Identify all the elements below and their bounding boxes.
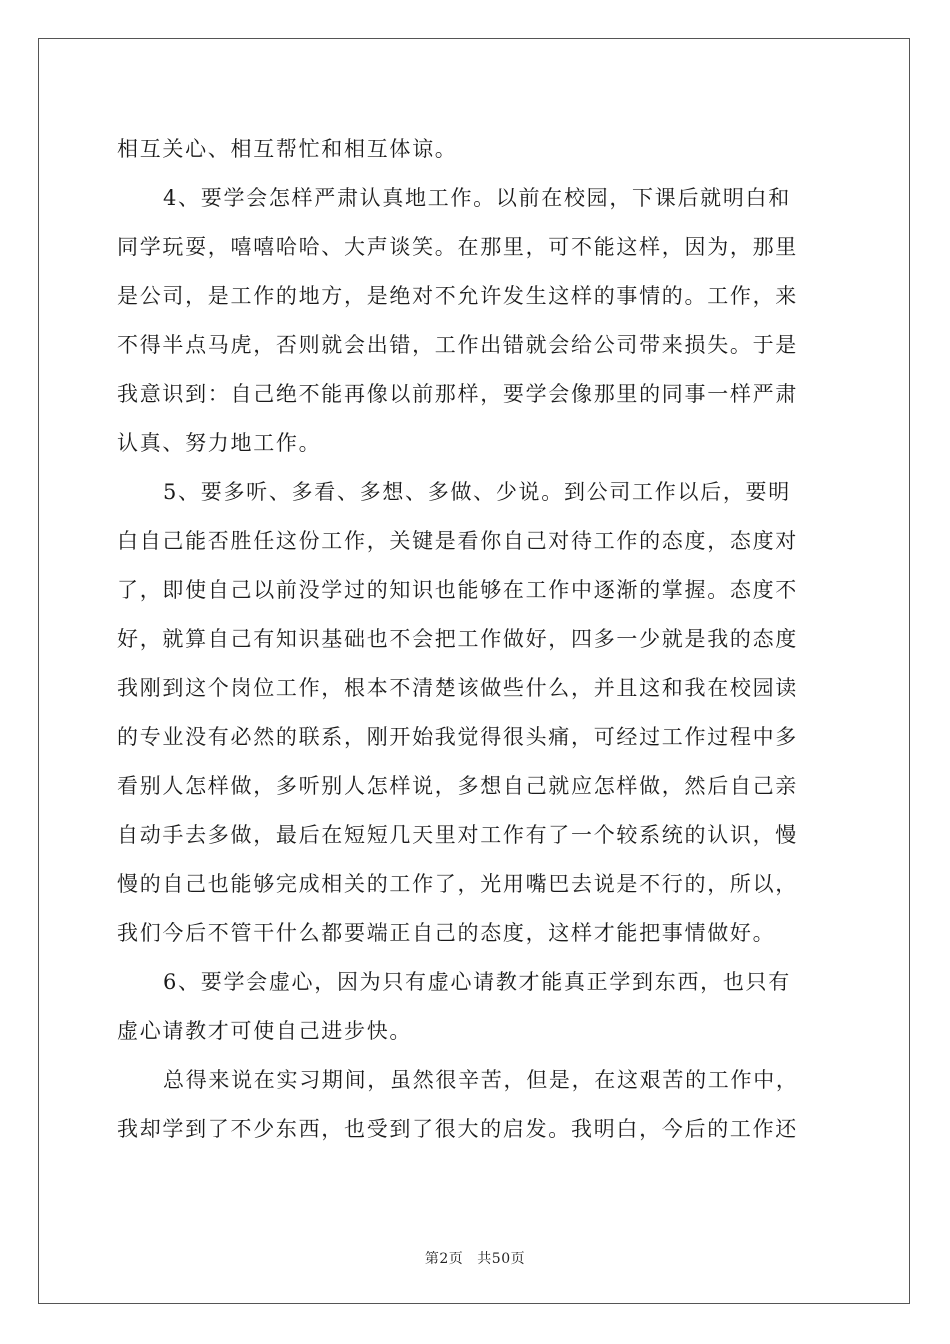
text-line-17: 我们今后不管干什么都要端正自己的态度，这样才能把事情做好。: [117, 921, 776, 945]
text-line-2: 4、要学会怎样严肃认真地工作。以前在校园，下课后就明白和: [163, 186, 791, 210]
text-line-21: 我却学到了不少东西，也受到了很大的启发。我明白，今后的工作还: [117, 1117, 798, 1141]
text-line-20: 总得来说在实习期间，虽然很辛苦，但是，在这艰苦的工作中，: [163, 1068, 799, 1092]
text-line-12: 我刚到这个岗位工作，根本不清楚该做些什么，并且这和我在校园读: [117, 676, 798, 700]
text-line-7: 认真、努力地工作。: [117, 431, 322, 455]
text-line-9: 白自己能否胜任这份工作，关键是看你自己对待工作的态度，态度对: [117, 529, 798, 553]
text-line-16: 慢的自己也能够完成相关的工作了，光用嘴巴去说是不行的，所以，: [117, 872, 798, 896]
text-line-6: 我意识到：自己绝不能再像以前那样，要学会像那里的同事一样严肃: [117, 382, 798, 406]
text-line-19: 虚心请教才可使自己进步快。: [117, 1019, 413, 1043]
text-line-1: 相互关心、相互帮忙和相互体谅。: [117, 137, 458, 161]
text-line-15: 自动手去多做，最后在短短几天里对工作有了一个较系统的认识，慢: [117, 823, 798, 847]
text-line-10: 了，即使自己以前没学过的知识也能够在工作中逐渐的掌握。态度不: [117, 578, 798, 602]
page-total: 共50页: [477, 1251, 526, 1267]
text-line-11: 好，就算自己有知识基础也不会把工作做好，四多一少就是我的态度: [117, 627, 798, 651]
text-line-8: 5、要多听、多看、多想、多做、少说。到公司工作以后，要明: [163, 480, 791, 504]
page-footer: [0, 1248, 950, 1268]
text-line-4: 是公司，是工作的地方，是绝对不允许发生这样的事情的。工作，来: [117, 284, 798, 308]
text-line-13: 的专业没有必然的联系，刚开始我觉得很头痛，可经过工作过程中多: [117, 725, 798, 749]
document-body: [117, 125, 833, 1154]
page-number: 第2页: [424, 1251, 464, 1267]
text-line-3: 同学玩耍，嘻嘻哈哈、大声谈笑。在那里，可不能这样，因为，那里: [117, 235, 798, 259]
text-line-14: 看别人怎样做，多听别人怎样说，多想自己就应怎样做，然后自己亲: [117, 774, 798, 798]
text-line-5: 不得半点马虎，否则就会出错，工作出错就会给公司带来损失。于是: [117, 333, 798, 357]
text-line-18: 6、要学会虚心，因为只有虚心请教才能真正学到东西，也只有: [163, 970, 791, 994]
